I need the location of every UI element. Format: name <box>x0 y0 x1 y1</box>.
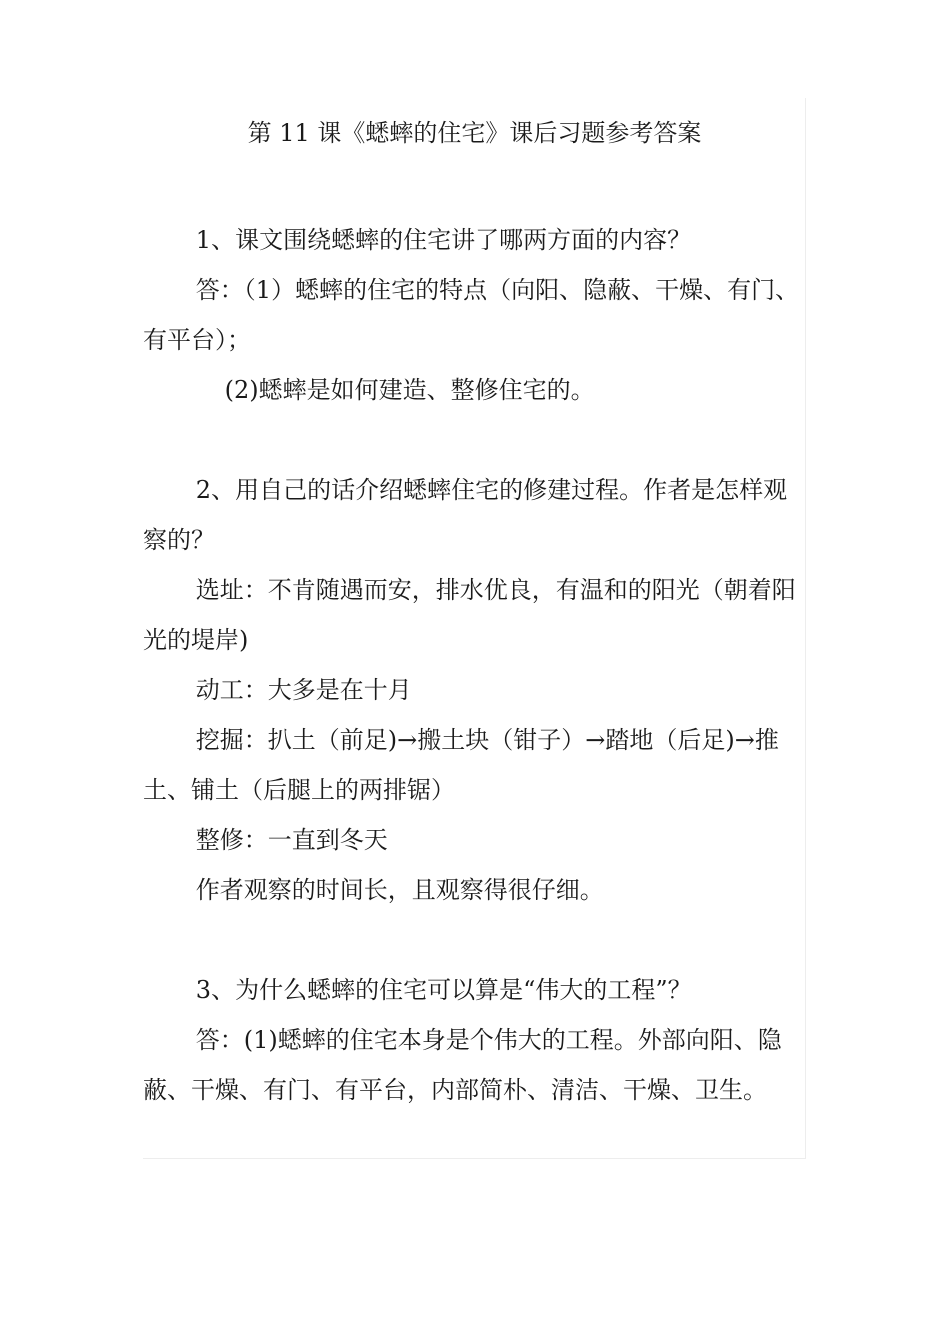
answer-2-site: 选址：不肯随遇而安，排水优良，有温和的阳光（朝着阳光的堤岸) <box>143 576 796 654</box>
paragraph-gap <box>143 915 806 965</box>
question-3: 3、为什么蟋蟀的住宅可以算是“伟大的工程”？ <box>195 976 692 1004</box>
document-body <box>143 215 806 1115</box>
answer-2-dig: 挖掘：扒土（前足)→搬土块（钳子）→踏地（后足)→推土、铺土（后腿上的两排锯） <box>143 726 779 804</box>
answer-2-start: 动工：大多是在十月 <box>195 676 412 704</box>
paragraph-gap <box>143 415 806 465</box>
document-page <box>143 98 806 1159</box>
question-2: 2、用自己的话介绍蟋蟀住宅的修建过程。作者是怎样观察的？ <box>143 476 788 554</box>
answer-1-part-2: (2)蟋蟀是如何建造、整修住宅的。 <box>224 376 595 404</box>
answer-2-repair: 整修：一直到冬天 <box>195 826 388 854</box>
answer-2-observe: 作者观察的时间长，且观察得很仔细。 <box>195 876 604 904</box>
answer-1-part-1: 答：（1）蟋蟀的住宅的特点（向阳、隐蔽、干燥、有门、有平台）； <box>143 276 800 354</box>
answer-3: 答：(1)蟋蟀的住宅本身是个伟大的工程。外部向阳、隐蔽、干燥、有门、有平台，内部简朴、清洁、干燥、卫生。 <box>143 1026 782 1104</box>
document-title: 第 11 课《蟋蟀的住宅》课后习题参考答案 <box>247 119 702 147</box>
question-1: 1、课文围绕蟋蟀的住宅讲了哪两方面的内容？ <box>195 226 692 254</box>
